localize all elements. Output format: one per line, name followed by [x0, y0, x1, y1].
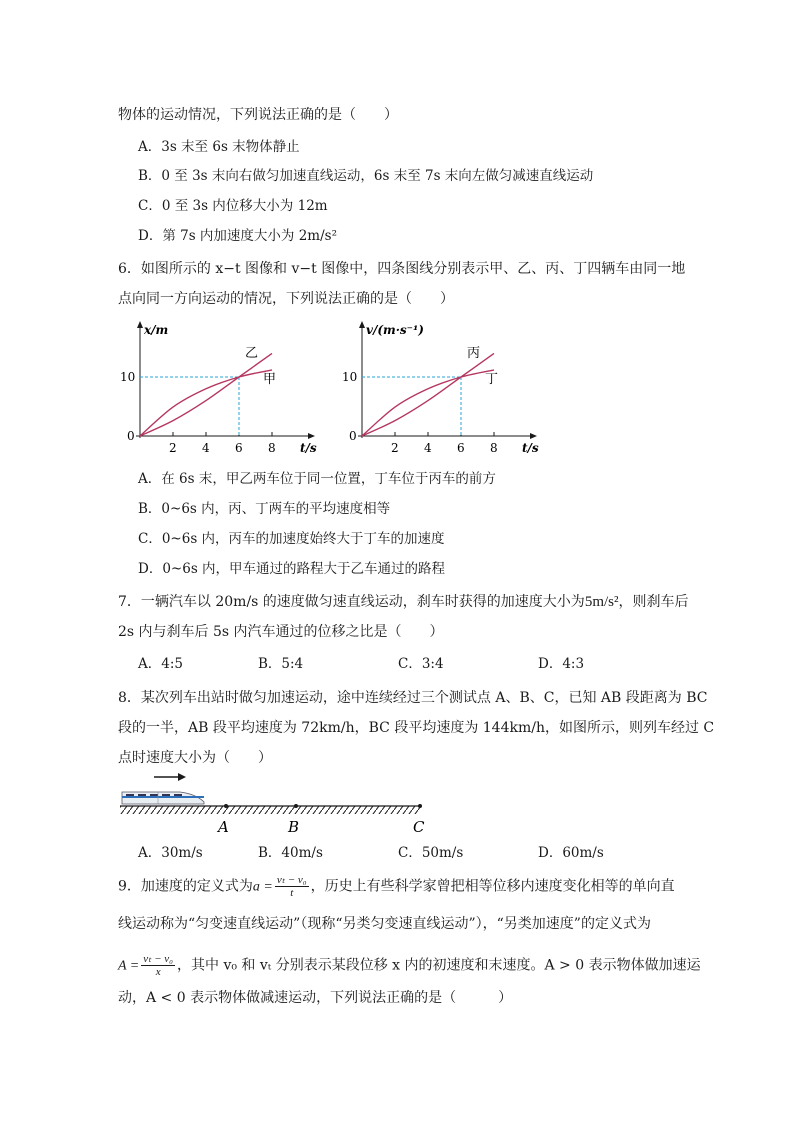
point-b-dot [294, 804, 298, 808]
q6-option-c: C．0~6s 内，丙车的加速度始终大于丁车的加速度 [138, 531, 445, 547]
q6-stem-line1: 6．如图所示的 x−t 图像和 v−t 图像中，四条图线分别表示甲、乙、丙、丁四辆车由同一地 [118, 261, 686, 277]
q7-accel: 5m/s² [584, 594, 619, 610]
q7-line1-c: ，则刹车后 [618, 594, 689, 610]
series-label-0: 乙 [245, 346, 259, 361]
series-line-0 [140, 353, 272, 436]
vt-chart [340, 318, 550, 460]
x-axis-label: t/s [300, 441, 317, 455]
q6-option-b: B．0~6s 内，丙、丁两车的平均速度相等 [138, 501, 391, 517]
q9-fraction-2 [141, 953, 175, 978]
q7-option-b: B．5:4 [258, 656, 304, 672]
q9-stem-line4: 动，A < 0 表示物体做减速运动，下列说法正确的是（ ） [118, 990, 513, 1006]
direction-arrow-icon [154, 773, 186, 781]
q9-fraction-1 [275, 874, 309, 899]
series-label-1: 丁 [485, 372, 499, 387]
q9-line1-a: 9．加速度的定义式为 [118, 878, 253, 895]
x-axis-arrow-icon [308, 433, 315, 439]
q8-stem-line3: 点时速度大小为（ ） [118, 750, 272, 766]
q6-stem-line2: 点向同一方向运动的情况，下列说法正确的是（ ） [118, 291, 454, 307]
q5-stem: 物体的运动情况，下列说法正确的是（ ） [118, 107, 398, 123]
y-tick-label-10: 10 [120, 370, 136, 384]
origin-label: 0 [127, 429, 135, 443]
q9-fraction-1-num: vₜ − v₀ [276, 874, 307, 886]
q8-stem-line2: 段的一半，AB 段平均速度为 72km/h，BC 段平均速度为 144km/h，如图所示，则列车经过 C [118, 720, 715, 736]
point-c-dot [418, 804, 422, 808]
q7-option-c: C．3:4 [398, 656, 444, 672]
x-tick-label-6: 6 [235, 441, 243, 455]
xt-chart [118, 318, 318, 460]
series-label-0: 丙 [467, 346, 481, 361]
point-c-label: C [413, 818, 425, 836]
q9-line1-b: ，历史上有些科学家曾把相等位移内速度变化相等的单向直 [310, 878, 675, 895]
point-a-dot [224, 804, 228, 808]
track-diagram [118, 770, 438, 838]
q8-option-b: B．40m/s [258, 845, 323, 861]
x-tick-label-4: 4 [202, 441, 210, 455]
q7-stem-line1 [118, 593, 688, 611]
y-axis-arrow-icon [359, 321, 365, 328]
q9-formula-a: a = [252, 879, 273, 895]
q8-option-a: A．30m/s [138, 845, 203, 861]
train-icon [122, 792, 204, 804]
y-axis-label: v/(m·s⁻¹) [366, 323, 424, 337]
series-label-1: 甲 [263, 372, 277, 387]
q9-stem-line3 [118, 953, 701, 978]
q7-option-a: A．4:5 [138, 656, 183, 672]
y-tick-label-10: 10 [342, 370, 358, 384]
q7-option-d: D．4:3 [538, 656, 585, 672]
x-axis-label: t/s [522, 441, 539, 455]
q7-line1-a: 7．一辆汽车以 20m/s 的速度做匀速直线运动，刹车时获得的加速度大小为 [118, 594, 585, 610]
y-axis-label: x/m [144, 323, 169, 337]
q9-fraction-2-num: vₜ − v₀ [143, 953, 174, 965]
y-axis-arrow-icon [137, 321, 143, 328]
q9-line3-b: ，其中 v₀ 和 vₜ 分别表示某段位移 x 内的初速度和末速度。A > 0 表示物体做加速运 [177, 957, 701, 974]
q9-fraction-2-den: x [155, 966, 161, 978]
q9-stem-line2: 线运动称为“匀变速直线运动”（现称“另类匀变速直线运动”），“另类加速度”的定义式为 [118, 916, 651, 932]
q9-formula-A: A = [118, 958, 140, 974]
q9-stem-line1 [118, 874, 675, 899]
x-tick-label-4: 4 [424, 441, 432, 455]
x-tick-label-8: 8 [490, 441, 498, 455]
q8-stem-line1: 8．某次列车出站时做匀加速运动，途中连续经过三个测试点 A、B、C，已知 AB 段距离为 BC [118, 690, 708, 706]
point-a-label: A [218, 818, 229, 836]
series-line-1 [362, 370, 494, 436]
q8-option-c: C．50m/s [398, 845, 464, 861]
q6-option-d: D．0~6s 内，甲车通过的路程大于乙车通过的路程 [138, 561, 446, 577]
x-tick-label-8: 8 [268, 441, 276, 455]
series-line-1 [140, 370, 272, 436]
q5-option-a: A．3s 末至 6s 末物体静止 [138, 139, 300, 155]
q5-option-c: C．0 至 3s 内位移大小为 12m [138, 198, 328, 214]
point-b-label: B [288, 818, 300, 836]
q8-option-d: D．60m/s [538, 845, 604, 861]
q5-option-b: B．0 至 3s 末向右做匀加速直线运动，6s 末至 7s 末向左做匀减速直线运动 [138, 168, 594, 184]
x-tick-label-2: 2 [169, 441, 177, 455]
q9-fraction-1-den: t [290, 887, 294, 899]
q5-option-d: D．第 7s 内加速度大小为 2m/s² [138, 228, 337, 244]
q6-option-a: A．在 6s 末，甲乙两车位于同一位置，丁车位于丙车的前方 [138, 471, 496, 487]
origin-label: 0 [349, 429, 357, 443]
q7-stem-line2: 2s 内与刹车后 5s 内汽车通过的位移之比是（ ） [118, 624, 444, 640]
x-tick-label-2: 2 [391, 441, 399, 455]
x-axis-arrow-icon [530, 433, 537, 439]
x-tick-label-6: 6 [457, 441, 465, 455]
series-line-0 [362, 353, 494, 436]
